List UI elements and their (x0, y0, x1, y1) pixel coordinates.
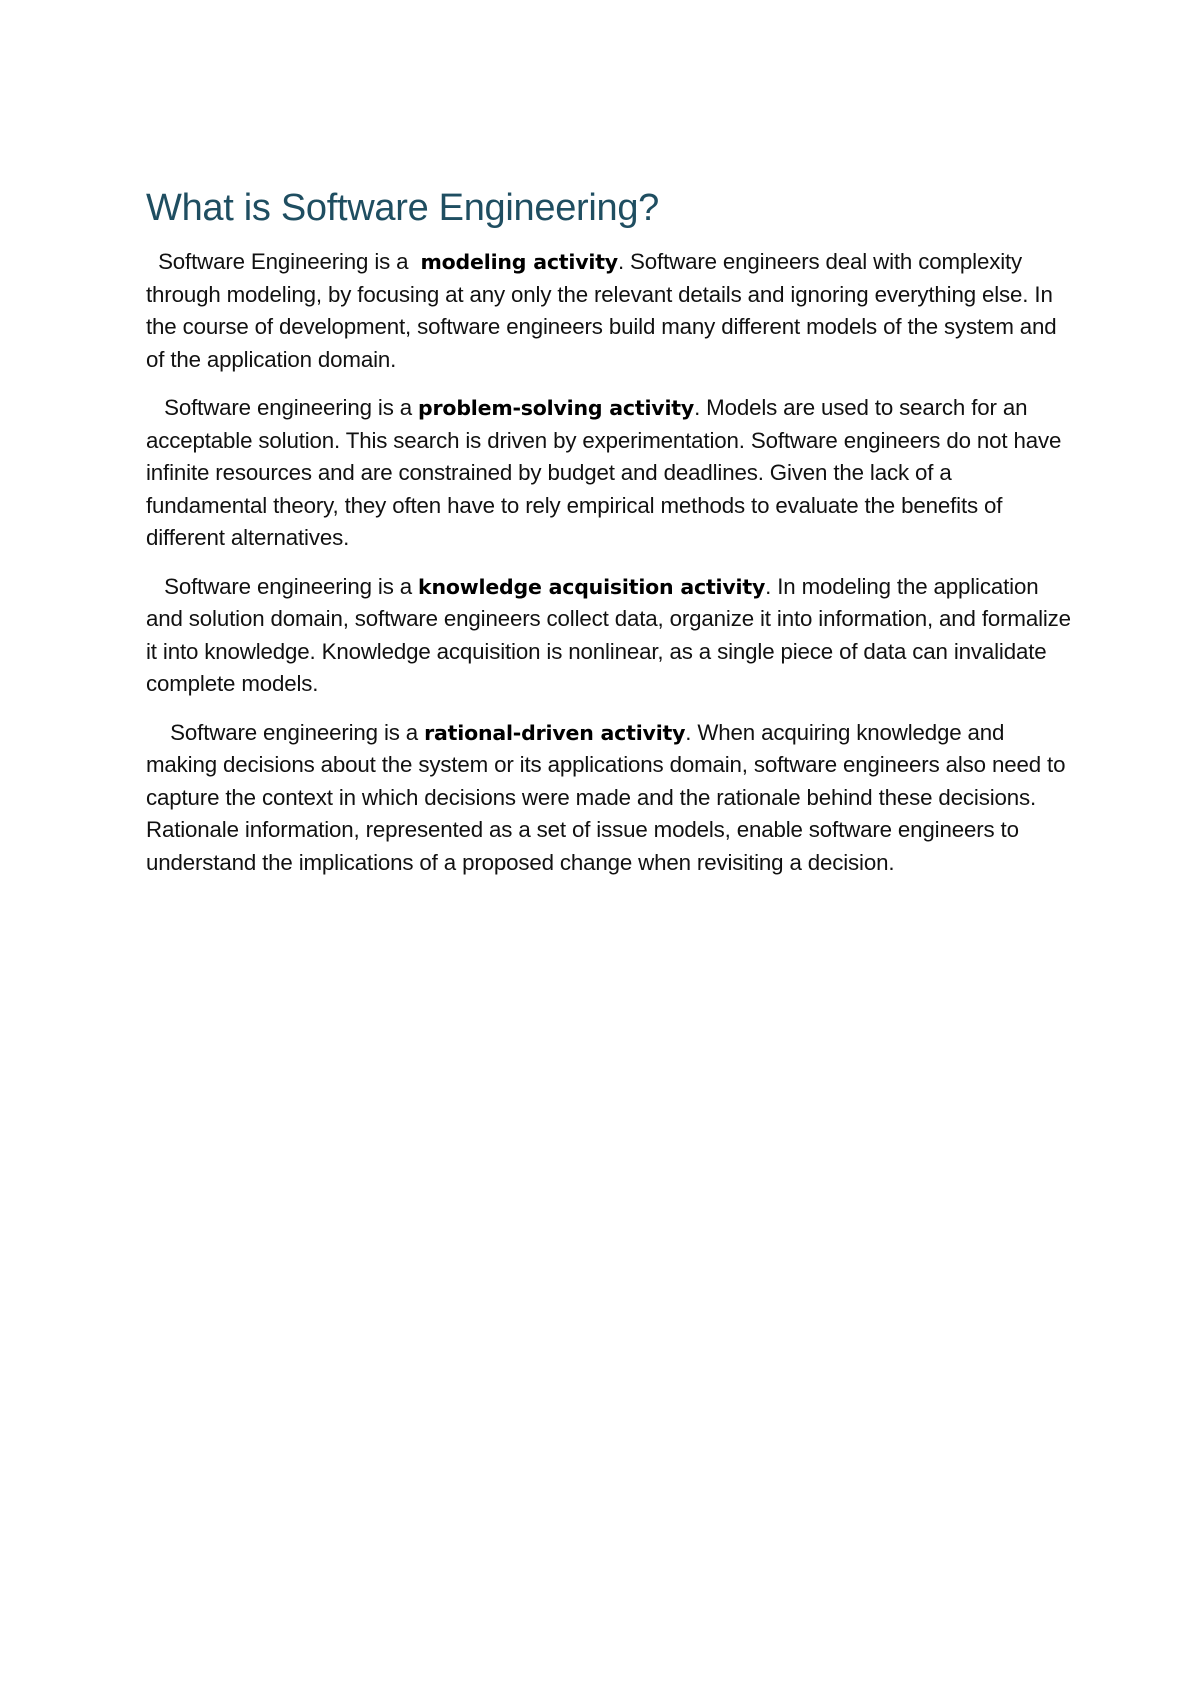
page-title: What is Software Engineering? (146, 187, 660, 229)
paragraph-lead-text: Software engineering is a (146, 573, 419, 599)
paragraph-knowledge-acquisition-activity (146, 571, 1076, 701)
paragraph-key-term: rational-driven activity (424, 720, 686, 745)
paragraph-lead-text: Software engineering is a (146, 395, 419, 420)
paragraph-problem-solving-activity (146, 392, 1076, 555)
paragraph-body-text: . Models are used to search for an acceptable solution. This search is driven by experimentation. Software engineers do not have infinite resources and are constrained by budget and deadlines. Given the lack of a fundamental theory, they often have to rely empirical methods to evaluate the benefits of different alternatives. (146, 395, 1062, 550)
paragraph-key-term: knowledge acquisition activity (418, 574, 766, 599)
paragraph-modeling-activity (146, 246, 1076, 376)
paragraph-key-term: problem-solving activity (418, 396, 695, 420)
document-body (146, 184, 1076, 895)
paragraph-rational-driven-activity (146, 717, 1076, 880)
paragraph-key-term: modeling activity (420, 250, 618, 274)
paragraph-body-text: . In modeling the application and solution domain, software engineers collect data, organize it into information, and formalize it into knowledge. Knowledge acquisition is nonlinear, as a single piece of data can invalidate complete models. (146, 573, 1071, 696)
paragraph-body-text: . Software engineers deal with complexity through modeling, by focusing at any only the relevant details and ignoring everything else. In the course of development, software engineers build many different models of the system and of the application domain. (146, 249, 1057, 372)
paragraph-body-text: . When acquiring knowledge and making decisions about the system or its applications domain, software engineers also need to capture the context in which decisions were made and the rationale behind these decisions. Rationale information, represented as a set of issue models, enable software engineers to understand the implications of a proposed change when revisiting a decision. (146, 719, 1066, 875)
paragraph-lead-text: Software engineering is a (146, 719, 425, 745)
paragraph-lead-text: Software Engineering is a (146, 249, 421, 274)
